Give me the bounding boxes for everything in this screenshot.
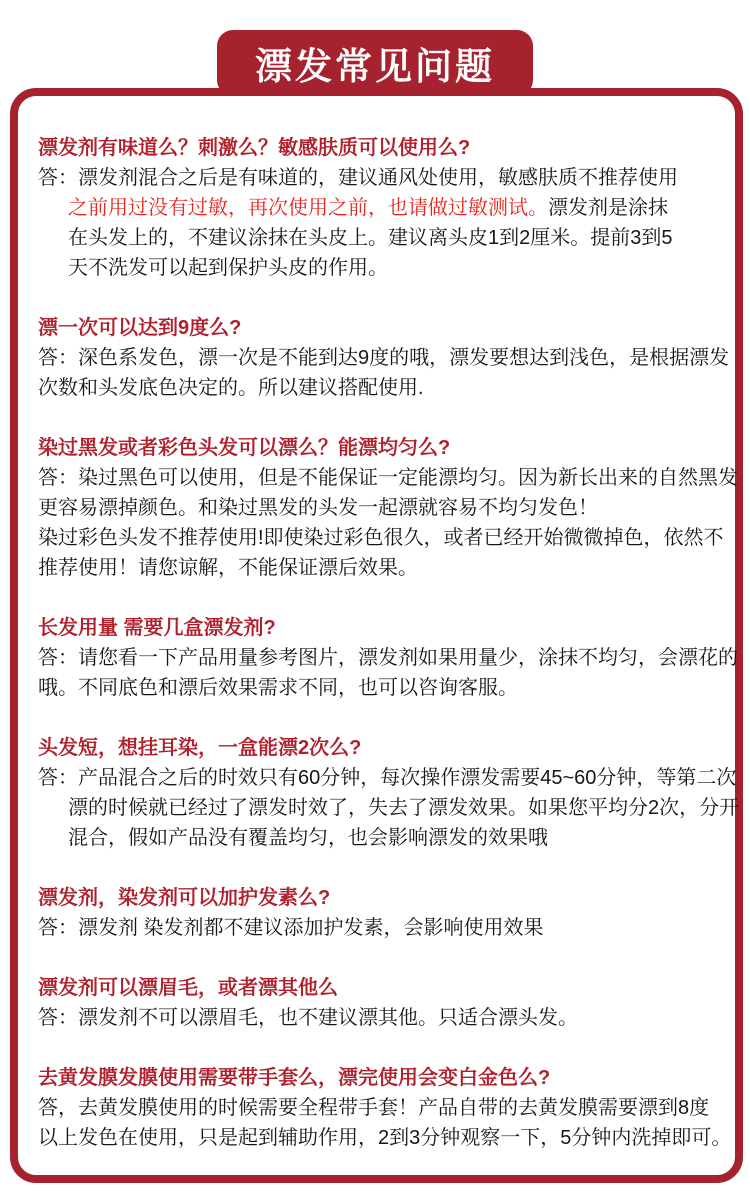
answer-line	[38, 1123, 730, 1153]
answer-text: 以上发色在使用，只是起到辅助作用，2到3分钟观察一下，5分钟内洗掉即可。	[38, 1127, 732, 1149]
answer-line	[38, 223, 730, 253]
answer-line	[38, 163, 730, 193]
answer-line	[38, 463, 738, 493]
faq-banner	[217, 30, 533, 96]
answer-text: 天不洗发可以起到保护头皮的作用。	[68, 257, 388, 279]
qa-block	[38, 733, 740, 853]
qa-question: 头发短，想挂耳染，一盒能漂2次么?	[38, 737, 362, 759]
qa-block	[38, 313, 730, 403]
qa-block	[38, 613, 738, 703]
answer-text: 答：深色系发色，漂一次是不能到达9度的哦，漂发要想达到浅色，是根据漂发	[38, 347, 730, 369]
answer-text: 答：产品混合之后的时效只有60分钟，每次操作漂发需要45~60分钟，等第二次	[38, 767, 737, 789]
answer-text: 答：漂发剂混合之后是有味道的，建议通风处使用，敏感肤质不推荐使用	[38, 167, 678, 189]
qa-block	[38, 973, 730, 1033]
answer-text: 答：漂发剂不可以漂眉毛，也不建议漂其他。只适合漂头发。	[38, 1007, 578, 1029]
qa-block	[38, 883, 730, 943]
qa-question: 染过黑发或者彩色头发可以漂么？能漂均匀么?	[38, 437, 451, 459]
answer-text: 推荐使用！请您谅解，不能保证漂后效果。	[38, 557, 418, 579]
answer-highlight-text: 之前用过没有过敏，再次使用之前，也请做过敏测试。	[68, 197, 548, 219]
qa-question: 漂发剂可以漂眉毛，或者漂其他么	[38, 977, 338, 999]
answer-line	[38, 1093, 730, 1123]
answer-line	[38, 763, 737, 793]
answer-line	[38, 823, 730, 853]
answer-text: 染过彩色头发不推荐使用!即使染过彩色很久，或者已经开始微微掉色，依然不	[38, 527, 724, 549]
answer-text: 次数和头发底色决定的。所以建议搭配使用.	[38, 377, 424, 399]
answer-line	[38, 793, 740, 823]
answer-text: 哦。不同底色和漂后效果需求不同，也可以咨询客服。	[38, 677, 518, 699]
answer-text: 漂的时候就已经过了漂发时效了，失去了漂发效果。如果您平均分2次，分开	[68, 797, 740, 819]
answer-line	[38, 193, 730, 223]
qa-question: 漂发剂，染发剂可以加护发素么?	[38, 887, 331, 909]
answer-line	[38, 553, 730, 583]
qa-question: 去黄发膜发膜使用需要带手套么，漂完使用会变白金色么?	[38, 1067, 551, 1089]
answer-line	[38, 493, 730, 523]
banner-title: 漂发常见问题	[255, 46, 495, 87]
qa-question: 长发用量 需要几盒漂发剂?	[38, 617, 276, 639]
answer-text: 在头发上的，不建议涂抹在头皮上。建议离头皮1到2厘米。提前3到5	[68, 227, 673, 249]
answer-text: 答：漂发剂 染发剂都不建议添加护发素，会影响使用效果	[38, 917, 544, 939]
answer-line	[38, 1003, 730, 1033]
answer-line	[38, 643, 738, 673]
qa-block	[38, 133, 730, 283]
answer-line	[38, 913, 730, 943]
answer-text: 混合，假如产品没有覆盖均匀，也会影响漂发的效果哦	[68, 827, 548, 849]
answer-text: 漂发剂是涂抹	[548, 197, 668, 219]
answer-line	[38, 523, 730, 553]
answer-text: 答：染过黑色可以使用，但是不能保证一定能漂均匀。因为新长出来的自然黑发	[38, 467, 738, 489]
faq-list	[38, 133, 740, 1153]
qa-block	[38, 433, 738, 583]
answer-line	[38, 343, 730, 373]
answer-line	[38, 253, 730, 283]
qa-question: 漂发剂有味道么？刺激么？敏感肤质可以使用么?	[38, 137, 471, 159]
answer-text: 答：请您看一下产品用量参考图片，漂发剂如果用量少，涂抹不均匀，会漂花的	[38, 647, 738, 669]
qa-question: 漂一次可以达到9度么?	[38, 317, 242, 339]
qa-block	[38, 1063, 730, 1153]
answer-text: 答，去黄发膜使用的时候需要全程带手套！产品自带的去黄发膜需要漂到8度	[38, 1097, 710, 1119]
answer-text: 更容易漂掉颜色。和染过黑发的头发一起漂就容易不均匀发色！	[38, 497, 598, 519]
answer-line	[38, 673, 730, 703]
answer-line	[38, 373, 730, 403]
